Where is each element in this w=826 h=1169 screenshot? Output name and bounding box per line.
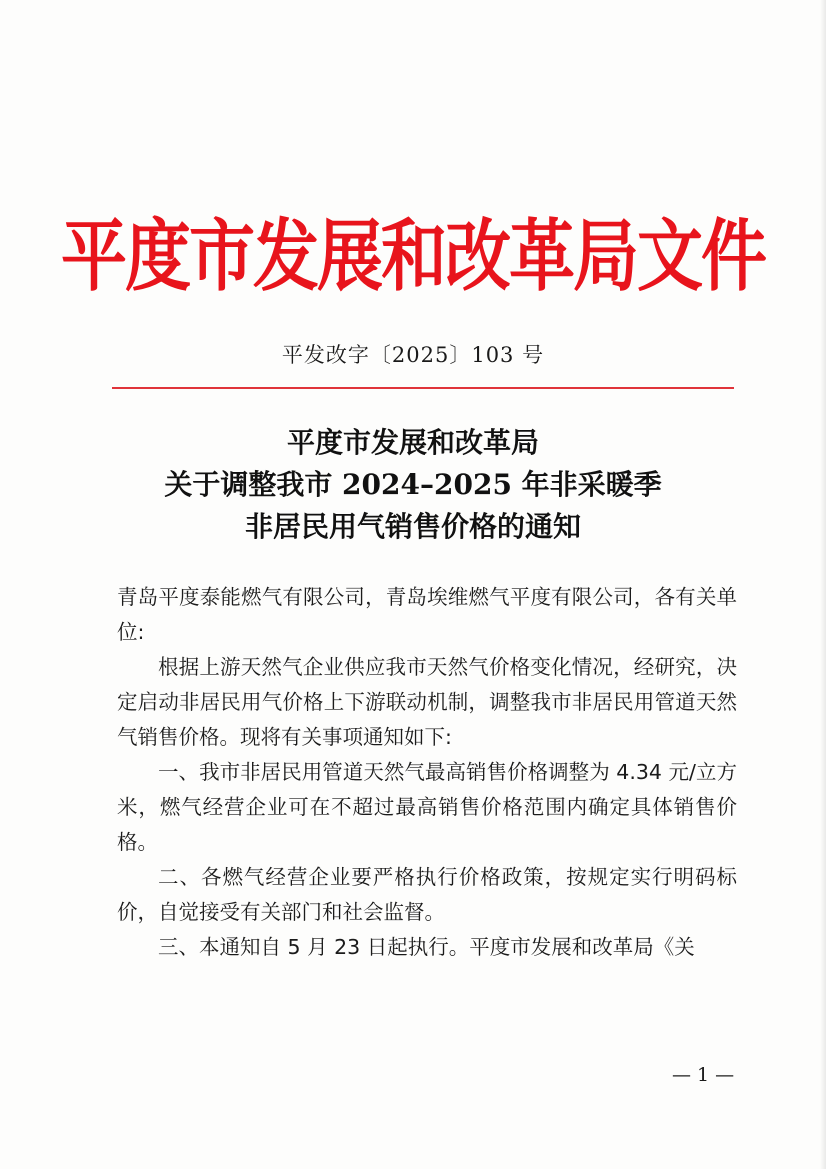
body-paragraph-3: 二、各燃气经营企业要严格执行价格政策，按规定实行明码标价，自觉接受有关部门和社会监督。	[117, 865, 737, 924]
body-paragraph-2: 一、我市非居民用管道天然气最高销售价格调整为 4.34 元/立方米，燃气经营企业可在不超过最高销售价格范围内确定具体销售价格。	[117, 760, 737, 854]
page-edge-shadow	[820, 0, 826, 1169]
issuer-header-title: 平度市发展和改革局文件	[61, 210, 765, 302]
body-paragraph-4: 三、本通知自 5 月 23 日起执行。平度市发展和改革局《关	[158, 935, 695, 959]
notice-body	[117, 580, 737, 965]
document-number: 平发改字〔2025〕103 号	[281, 343, 545, 367]
notice-title-line-2: 关于调整我市 2024–2025 年非采暖季	[164, 468, 662, 501]
page-number: — 1 —	[672, 1064, 735, 1086]
notice-title-line-3: 非居民用气销售价格的通知	[244, 510, 581, 543]
addressee-paragraph: 青岛平度泰能燃气有限公司，青岛埃维燃气平度有限公司，各有关单位:	[117, 585, 737, 644]
notice-title-line-1: 平度市发展和改革局	[286, 426, 539, 459]
notice-title	[0, 422, 826, 548]
red-divider-line	[112, 387, 734, 389]
body-paragraph-1: 根据上游天然气企业供应我市天然气价格变化情况，经研究，决定启动非居民用气价格上下游联动机制，调整我市非居民用管道天然气销售价格。现将有关事项通知如下:	[117, 655, 737, 749]
